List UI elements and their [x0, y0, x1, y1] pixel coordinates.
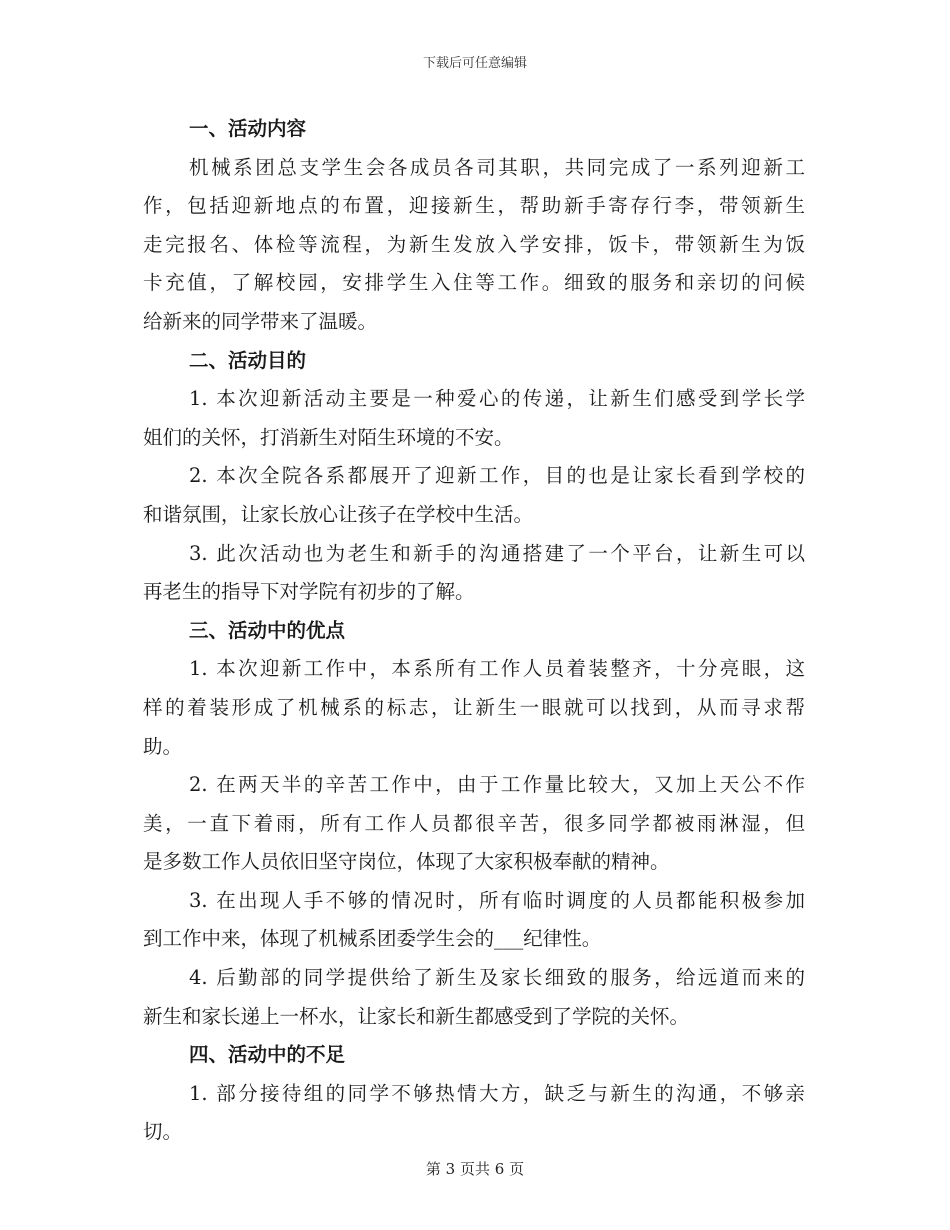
paragraph-line: 走完报名、体检等流程，为新生发放入学安排，饭卡，带领新生为饭 — [143, 232, 805, 256]
paragraph-line: 3. 此次活动也为老生和新手的沟通搭建了一个平台，让新生可以 — [189, 541, 805, 565]
paragraph-line: 1. 本次迎新活动主要是一种爱心的传递，让新生们感受到学长学 — [189, 387, 805, 411]
paragraph-line: 机械系团总支学生会各成员各司其职，共同完成了一系列迎新工 — [189, 155, 805, 179]
paragraph-line: 美，一直下着雨，所有工作人员都很辛苦，很多同学都被雨淋湿，但 — [143, 811, 805, 835]
page-number: 第 3 页共 6 页 — [425, 1160, 525, 1178]
paragraph-line: 卡充值，了解校园，安排学生入住等工作。细致的服务和亲切的问候 — [143, 271, 805, 295]
page-header: 下载后可任意编辑 — [422, 56, 527, 71]
paragraph-line: 3. 在出现人手不够的情况时，所有临时调度的人员都能积极参加 — [189, 888, 805, 912]
section-heading: 二、活动目的 — [189, 348, 307, 372]
paragraph-line: 姐们的关怀，打消新生对陌生环境的不安。 — [143, 425, 514, 449]
section-heading: 一、活动内容 — [189, 117, 307, 140]
paragraph-line: 再老生的指导下对学院有初步的了解。 — [143, 580, 475, 604]
paragraph-line: 样的着装形成了机械系的标志，让新生一眼就可以找到，从而寻求帮 — [143, 695, 805, 719]
document-body — [143, 110, 805, 1152]
paragraph-line: 1. 部分接待组的同学不够热情大方，缺乏与新生的沟通，不够亲 — [189, 1081, 805, 1105]
paragraph-line: 1. 本次迎新工作中，本系所有工作人员着装整齐，十分亮眼，这 — [189, 657, 805, 681]
section-heading: 四、活动中的不足 — [189, 1043, 346, 1067]
paragraph-line: 助。 — [143, 734, 183, 758]
paragraph-line: 2. 本次全院各系都展开了迎新工作，目的也是让家长看到学校的 — [189, 464, 805, 488]
paragraph-line: 2. 在两天半的辛苦工作中，由于工作量比较大，又加上天公不作 — [189, 773, 805, 797]
paragraph-line: 4. 后勤部的同学提供给了新生及家长细致的服务，给远道而来的 — [189, 966, 805, 990]
paragraph-line: 切。 — [143, 1120, 183, 1144]
paragraph-line: 新生和家长递上一杯水，让家长和新生都感受到了学院的关怀。 — [143, 1004, 690, 1028]
paragraph-line: 和谐氛围，让家长放心让孩子在学校中生活。 — [143, 502, 534, 526]
paragraph-line: 给新来的同学带来了温暖。 — [143, 309, 378, 333]
paragraph-line: 是多数工作人员依旧坚守岗位，体现了大家积极奉献的精神。 — [143, 850, 670, 874]
paragraph-line: 作，包括迎新地点的布置，迎接新生，帮助新手寄存行李，带领新生 — [143, 194, 805, 218]
paragraph-line: 到工作中来，体现了机械系团委学生会的___纪律性。 — [143, 927, 602, 951]
section-heading: 三、活动中的优点 — [189, 618, 346, 642]
